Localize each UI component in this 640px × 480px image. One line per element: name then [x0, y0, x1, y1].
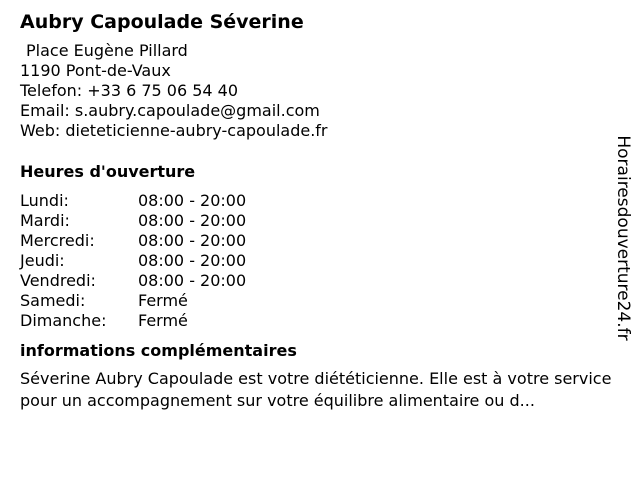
site-watermark: Horairesdouverture24.fr [613, 135, 633, 341]
web-line: Web: dieteticienne-aubry-capoulade.fr [20, 121, 328, 140]
address-street: Place Eugène Pillard [26, 41, 188, 60]
hours-row-thursday [20, 251, 246, 271]
hours-value: 08:00 - 20:00 [138, 191, 247, 210]
hours-value: Fermé [138, 311, 188, 330]
hours-row-monday [20, 191, 246, 211]
opening-hours-table [20, 191, 246, 331]
hours-value: 08:00 - 20:00 [138, 251, 247, 270]
day-label: Mercredi: [20, 231, 95, 250]
hours-value: 08:00 - 20:00 [138, 211, 247, 230]
business-card [20, 10, 626, 412]
hours-row-wednesday [20, 231, 246, 251]
business-description: Séverine Aubry Capoulade est votre diététicienne. Elle est à votre service pour un accompagnement sur votre équilibre alimentaire ou d... [20, 369, 612, 410]
hours-row-saturday [20, 291, 246, 311]
hours-value: 08:00 - 20:00 [138, 231, 247, 250]
day-label: Vendredi: [20, 271, 96, 290]
email-line: Email: s.aubry.capoulade@gmail.com [20, 101, 320, 120]
day-label: Mardi: [20, 211, 70, 230]
day-label: Lundi: [20, 191, 69, 210]
day-label: Samedi: [20, 291, 86, 310]
address-city: 1190 Pont-de-Vaux [20, 61, 171, 80]
hours-row-sunday [20, 311, 246, 331]
business-name: Aubry Capoulade Séverine [20, 11, 304, 33]
hours-value: 08:00 - 20:00 [138, 271, 247, 290]
hours-value: Fermé [138, 291, 188, 310]
additional-info-heading: informations complémentaires [20, 341, 297, 360]
hours-row-friday [20, 271, 246, 291]
phone-line: Telefon: +33 6 75 06 54 40 [20, 81, 239, 100]
day-label: Dimanche: [20, 311, 107, 330]
day-label: Jeudi: [20, 251, 65, 270]
hours-row-tuesday [20, 211, 246, 231]
opening-hours-heading: Heures d'ouverture [20, 162, 196, 181]
